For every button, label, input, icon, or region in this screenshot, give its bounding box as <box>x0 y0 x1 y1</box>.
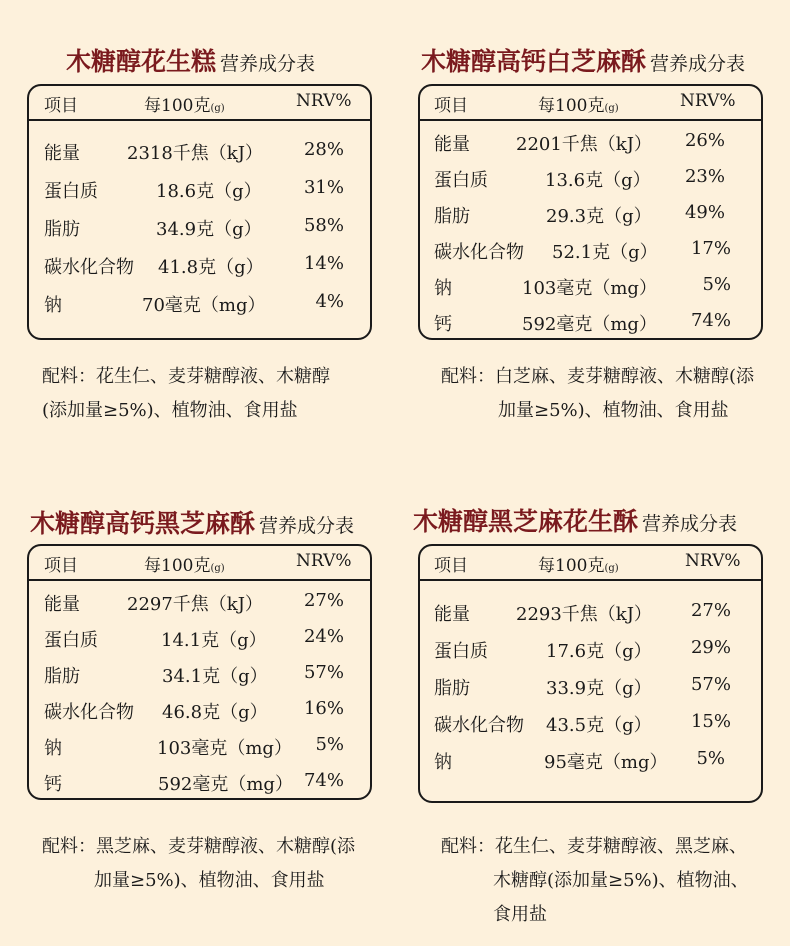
nutrient-name: 钙 <box>434 314 452 335</box>
nutrient-name: 能量 <box>434 134 470 155</box>
nutrient-name: 能量 <box>44 143 80 164</box>
ingredients-line: 木糖醇(添加量≥5%)、植物油、 <box>493 870 749 891</box>
nutrient-amount: 46.8克（g） <box>162 702 268 723</box>
header-item: 项目 <box>434 96 468 116</box>
table-row <box>420 232 761 268</box>
panel-title <box>413 502 737 538</box>
panel-title <box>30 504 354 540</box>
table-subtitle: 营养成分表 <box>259 515 355 537</box>
nutrient-nrv: 24% <box>303 626 344 647</box>
header-nrv: NRV% <box>296 551 352 571</box>
table-subtitle: 营养成分表 <box>650 53 746 75</box>
nutrient-nrv: 29% <box>690 637 731 658</box>
header-per100-label: 每100克 <box>144 96 211 116</box>
ingredients-line: 配料：花生仁、麦芽糖醇液、黑芝麻、 <box>441 836 747 857</box>
nutrient-amount: 14.1克（g） <box>161 630 267 651</box>
nutrient-name: 能量 <box>44 594 80 615</box>
table-row <box>420 268 761 304</box>
table-row <box>29 209 370 245</box>
nutrient-nrv: 74% <box>690 310 731 331</box>
table-row <box>29 285 370 321</box>
nutrient-name: 钠 <box>44 738 62 759</box>
nutrient-amount: 2318千焦（kJ） <box>127 143 263 164</box>
ingredients-line: 配料：黑芝麻、麦芽糖醇液、木糖醇(添 <box>42 836 356 857</box>
table-row <box>29 764 370 800</box>
table-row <box>420 304 761 340</box>
nutrient-nrv: 27% <box>303 590 344 611</box>
ingredients-line: 加量≥5%)、植物油、食用盐 <box>94 870 325 891</box>
nutrient-nrv: 17% <box>690 238 731 259</box>
nutrient-amount: 13.6克（g） <box>545 170 651 191</box>
table-row <box>29 656 370 692</box>
header-item: 项目 <box>44 556 78 576</box>
nutrient-amount: 41.8克（g） <box>158 257 264 278</box>
table-row <box>29 728 370 764</box>
nutrient-nrv: 15% <box>690 711 731 732</box>
nutrient-amount: 34.1克（g） <box>162 666 268 687</box>
ingredients-line: 配料：花生仁、麦芽糖醇液、木糖醇 <box>42 366 330 387</box>
nutrition-table <box>418 84 763 340</box>
nutrient-name: 蛋白质 <box>434 641 488 662</box>
product-name: 木糖醇高钙白芝麻酥 <box>421 47 647 76</box>
header-nrv: NRV% <box>296 91 352 111</box>
nutrient-name: 脂肪 <box>44 219 80 240</box>
nutrient-name: 脂肪 <box>44 666 80 687</box>
nutrition-table <box>418 544 763 803</box>
nutrient-amount: 95毫克（mg） <box>544 752 668 773</box>
nutrient-nrv: 5% <box>696 748 725 769</box>
table-subtitle: 营养成分表 <box>642 513 738 535</box>
nutrient-amount: 2297千焦（kJ） <box>127 594 263 615</box>
table-header <box>29 546 370 581</box>
nutrient-nrv: 28% <box>303 139 344 160</box>
header-item: 项目 <box>434 556 468 576</box>
ingredients-line: (添加量≥5%)、植物油、食用盐 <box>42 400 298 421</box>
nutrient-name: 脂肪 <box>434 206 470 227</box>
ingredients <box>42 360 330 428</box>
nutrient-nrv: 14% <box>303 253 344 274</box>
header-per100-label: 每100克 <box>538 96 605 116</box>
table-row <box>420 160 761 196</box>
nutrient-amount: 43.5克（g） <box>546 715 652 736</box>
nutrient-amount: 18.6克（g） <box>156 181 262 202</box>
nutrient-amount: 17.6克（g） <box>546 641 652 662</box>
header-per100 <box>144 91 225 116</box>
table-row <box>29 171 370 207</box>
nutrient-name: 碳水化合物 <box>44 702 134 723</box>
nutrient-amount: 52.1克（g） <box>552 242 658 263</box>
table-row <box>420 196 761 232</box>
nutrition-table <box>27 544 372 800</box>
nutrition-table <box>27 84 372 340</box>
header-per100 <box>144 551 225 576</box>
nutrient-name: 碳水化合物 <box>44 257 134 278</box>
table-subtitle: 营养成分表 <box>220 53 316 75</box>
nutrient-name: 蛋白质 <box>44 630 98 651</box>
panel-title <box>421 42 745 78</box>
table-row <box>29 620 370 656</box>
ingredients-line: 加量≥5%)、植物油、食用盐 <box>498 400 729 421</box>
header-nrv: NRV% <box>680 91 736 111</box>
header-per100 <box>538 551 619 576</box>
nutrient-name: 脂肪 <box>434 678 470 699</box>
product-name: 木糖醇黑芝麻花生酥 <box>413 507 639 536</box>
table-row <box>420 594 761 630</box>
header-unit: (g) <box>210 563 225 574</box>
nutrient-nrv: 31% <box>303 177 344 198</box>
nutrient-amount: 103毫克（mg） <box>522 278 657 299</box>
nutrient-amount: 592毫克（mg） <box>158 774 293 795</box>
nutrient-nrv: 5% <box>315 734 344 755</box>
nutrient-amount: 2201千焦（kJ） <box>516 134 652 155</box>
nutrient-amount: 70毫克（mg） <box>142 295 266 316</box>
header-per100-label: 每100克 <box>538 556 605 576</box>
ingredients-line: 食用盐 <box>493 904 547 925</box>
nutrient-nrv: 16% <box>303 698 344 719</box>
nutrient-name: 碳水化合物 <box>434 242 524 263</box>
nutrient-amount: 2293千焦（kJ） <box>516 604 652 625</box>
nutrient-nrv: 4% <box>315 291 344 312</box>
table-row <box>29 247 370 283</box>
product-name: 木糖醇高钙黑芝麻酥 <box>30 509 256 538</box>
table-row <box>420 742 761 778</box>
header-item: 项目 <box>44 96 78 116</box>
nutrient-nrv: 58% <box>303 215 344 236</box>
nutrient-amount: 29.3克（g） <box>546 206 652 227</box>
nutrient-amount: 592毫克（mg） <box>522 314 657 335</box>
header-unit: (g) <box>604 563 619 574</box>
nutrient-nrv: 74% <box>303 770 344 791</box>
nutrient-name: 蛋白质 <box>434 170 488 191</box>
nutrient-nrv: 27% <box>690 600 731 621</box>
nutrient-name: 钠 <box>434 278 452 299</box>
nutrient-nrv: 57% <box>303 662 344 683</box>
nutrient-amount: 34.9克（g） <box>156 219 262 240</box>
nutrient-name: 能量 <box>434 604 470 625</box>
product-name: 木糖醇花生糕 <box>66 47 217 76</box>
table-header <box>420 86 761 121</box>
header-unit: (g) <box>210 103 225 114</box>
table-row <box>29 692 370 728</box>
table-row <box>420 705 761 741</box>
header-per100-label: 每100克 <box>144 556 211 576</box>
ingredients <box>42 830 355 898</box>
header-per100 <box>538 91 619 116</box>
table-row <box>29 584 370 620</box>
panel-title <box>66 42 315 78</box>
nutrient-nrv: 49% <box>684 202 725 223</box>
header-unit: (g) <box>604 103 619 114</box>
nutrient-nrv: 23% <box>684 166 725 187</box>
table-header <box>29 86 370 121</box>
nutrient-amount: 103毫克（mg） <box>157 738 292 759</box>
nutrient-name: 钠 <box>434 752 452 773</box>
table-row <box>29 133 370 169</box>
table-header <box>420 546 761 581</box>
nutrient-nrv: 5% <box>702 274 731 295</box>
nutrient-name: 碳水化合物 <box>434 715 524 736</box>
ingredients <box>441 360 754 428</box>
nutrient-name: 钠 <box>44 295 62 316</box>
nutrient-nrv: 57% <box>690 674 731 695</box>
ingredients <box>441 830 749 932</box>
table-row <box>420 631 761 667</box>
nutrient-name: 蛋白质 <box>44 181 98 202</box>
table-row <box>420 668 761 704</box>
header-nrv: NRV% <box>685 551 741 571</box>
ingredients-line: 配料：白芝麻、麦芽糖醇液、木糖醇(添 <box>441 366 755 387</box>
nutrient-name: 钙 <box>44 774 62 795</box>
table-row <box>420 124 761 160</box>
nutrient-amount: 33.9克（g） <box>546 678 652 699</box>
nutrient-nrv: 26% <box>684 130 725 151</box>
